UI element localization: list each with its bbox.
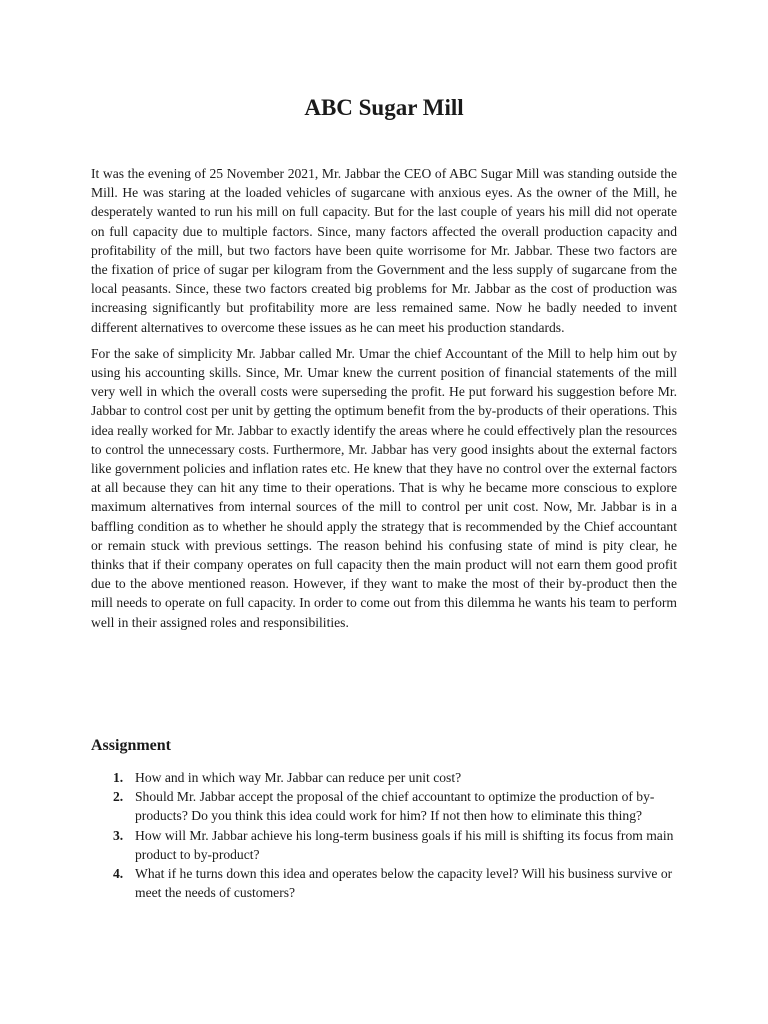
document-title: ABC Sugar Mill	[304, 95, 464, 120]
assignment-questions	[91, 768, 677, 902]
case-narrative	[91, 164, 677, 639]
question-item-2	[91, 787, 677, 825]
question-text: Should Mr. Jabbar accept the proposal of the chief accountant to optimize the production of by-products? Do you think this idea could work for him? If not then how to eliminate this thing?	[135, 789, 655, 824]
question-item-4	[91, 864, 677, 902]
question-item-3	[91, 826, 677, 864]
question-text: How and in which way Mr. Jabbar can reduce per unit cost?	[135, 770, 462, 785]
question-number: 3.	[113, 827, 124, 843]
question-text: How will Mr. Jabbar achieve his long-term business goals if his mill is shifting its focus from main product to by-product?	[135, 827, 674, 862]
question-text: What if he turns down this idea and operates below the capacity level? Will his business survive or meet the needs of customers?	[135, 866, 673, 901]
assignment-heading: Assignment	[91, 737, 172, 754]
question-number: 4.	[113, 866, 124, 882]
paragraph-accountant: For the sake of simplicity Mr. Jabbar called Mr. Umar the chief Accountant of the Mill to help him out by using his accounting skills. Since, Mr. Umar knew the current position of financial statements of the mill very well in which the overall costs were superseding the profit. He put forward his suggestion before Mr. Jabbar to control cost per unit by getting the optimum benefit from the by-products of their operations. This idea really worked for Mr. Jabbar to exactly identify the areas where he could effectively plan the resources to control the unnecessary costs. Furthermore, Mr. Jabbar has very good insights about the external factors like government policies and inflation rates etc. He knew that they have no control over the external factors at all because they can hit any time to their operations. That is why he became more conscious to explore maximum alternatives from internal sources of the mill to control per unit cost. Now, Mr. Jabbar is in a baffling condition as to whether he should apply the strategy that is recommended by the Chief accountant or remain stuck with previous settings. The reason behind his confusing state of mind is pity clear, he thinks that if their company operates on full capacity then the main product will not earn them good profit due to the above mentioned reason. However, if they want to make the most of their by-product then the mill needs to operate on full capacity. In order to come out from this dilemma he wants his team to perform well in their assigned roles and responsibilities.	[91, 345, 677, 630]
paragraph-intro: It was the evening of 25 November 2021, Mr. Jabbar the CEO of ABC Sugar Mill was standing outside the Mill. He was staring at the loaded vehicles of sugarcane with anxious eyes. As the owner of the Mill, he desperately wanted to run his mill on full capacity. But for the last couple of years his mill did not operate on full capacity due to multiple factors. Since, many factors affected the overall production capacity and profitability of the mill, but two factors have been quite worrisome for Mr. Jabbar. These two factors are the fixation of price of sugar per kilogram from the Government and the less supply of sugarcane from the local peasants. Since, these two factors created big problems for Mr. Jabbar as the cost of production was increasing significantly but profitability more are less remained same. Now he badly needed to invent different alternatives to overcome these issues as he can meet his production standards.	[91, 166, 677, 335]
question-item-1	[91, 768, 677, 787]
question-number: 1.	[113, 770, 124, 785]
question-number: 2.	[113, 789, 124, 805]
